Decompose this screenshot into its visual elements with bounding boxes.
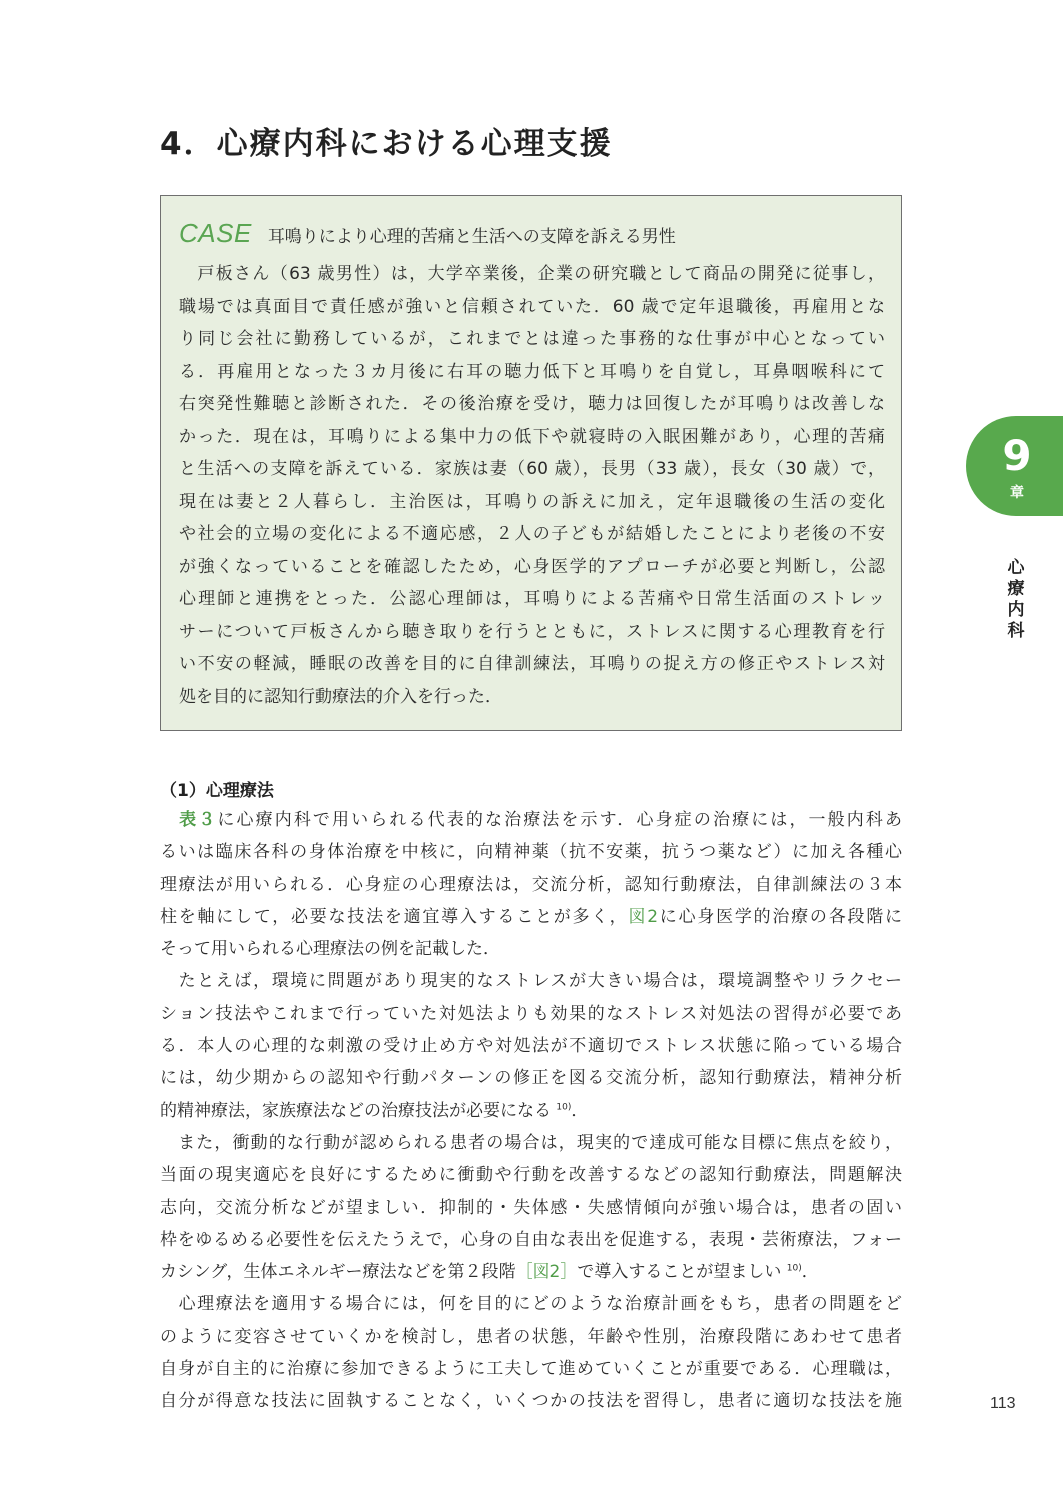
body-line: また，衝動的な行動が認められる患者の場合は，現実的で達成可能な目標に焦点を絞り，	[160, 1132, 902, 1153]
case-line: と生活への支障を訴えている．家族は妻（60 歳），長男（33 歳），長女（30 歳）で，	[179, 459, 885, 479]
body-segment: ．	[571, 1100, 589, 1121]
body-segment: 的精神療法，家族療法などの治療技法が必要になる	[160, 1100, 551, 1121]
body-line: 自身が自主的に治療に参加できるように工夫して進めていくことが重要である．心理職は，	[160, 1359, 902, 1380]
body-text	[160, 804, 902, 1418]
case-line: かった．現在は，耳鳴りによる集中力の低下や就寝時の入眠困難があり，心理的苦痛	[179, 426, 885, 447]
body-line: そって用いられる心理療法の例を記載した．	[160, 939, 500, 960]
body-segment: カシング，生体エネルギー療法などを第２段階	[160, 1262, 516, 1283]
citation-10[interactable]: 10)	[786, 1263, 802, 1274]
case-line: る．再雇用となった３カ月後に右耳の聴力低下と耳鳴りを自覚し，耳鼻咽喉科にて	[179, 361, 885, 382]
body-line: 枠をゆるめる必要性を伝えたうえで，心身の自由な表出を促進する，表現・芸術療法，フォー	[160, 1229, 902, 1250]
body-line: 心理療法を適用する場合には，何を目的にどのような治療計画をもち，患者の問題をど	[160, 1294, 902, 1315]
case-line: 右突発性難聴と診断された．その後治療を受け，聴力は回復したが耳鳴りは改善しな	[179, 394, 885, 414]
chapter-name: 心療内科	[1007, 558, 1025, 641]
body-line: 理療法が用いられる．心身症の心理療法は，交流分析，認知行動療法，自律訓練法の３本	[160, 874, 902, 895]
subsection-title: （1）心理療法	[160, 781, 274, 801]
body-line: 自分が得意な技法に固執することなく，いくつかの技法を習得し，患者に適切な技法を施	[160, 1391, 902, 1412]
case-line: や社会的立場の変化による不適応感，２人の子どもが結婚したことにより老後の不安	[179, 524, 885, 544]
case-line: 現在は妻と２人暮らし．主治医は，耳鳴りの訴えに加え，定年退職後の生活の変化	[179, 491, 885, 512]
case-box	[160, 195, 902, 731]
case-line: 戸板さん（63 歳男性）は，大学卒業後，企業の研究職として商品の開発に従事し，	[179, 264, 885, 284]
chapter-label: 章	[1010, 485, 1024, 501]
table-3-link[interactable]: 表３	[179, 810, 218, 830]
body-segment: ．	[801, 1262, 819, 1283]
body-line: のように変容させていくかを検討し，患者の状態，年齢や性別，治療段階にあわせて患者	[160, 1326, 902, 1347]
case-line: が強くなっていることを確認したため，心身医学的アプローチが必要と判断し，公認	[179, 556, 885, 577]
citation-10[interactable]: 10)	[556, 1102, 572, 1113]
body-line	[160, 901, 902, 933]
body-segment: 柱を軸にして，必要な技法を適宜導入することが多く，	[160, 906, 629, 927]
body-line: 当面の現実適応を良好にするために衝動や行動を改善するなどの認知行動療法，問題解決	[160, 1165, 902, 1186]
body-line: には，幼少期からの認知や行動パターンの修正を図る交流分析，認知行動療法，精神分析	[160, 1068, 902, 1089]
body-segment: で導入することが望ましい	[577, 1262, 782, 1283]
body-line	[160, 1256, 902, 1288]
chapter-number: 9	[1002, 431, 1032, 480]
case-label: CASE	[179, 218, 252, 248]
body-segment: に心身医学的治療の各段階に	[658, 906, 902, 927]
case-title: 耳鳴りにより心理的苦痛と生活への支障を訴える男性	[267, 227, 676, 247]
section-title: 4．心療内科における心理支援	[160, 126, 613, 162]
case-line: 職場では真面目で責任感が強いと信頼されていた．60 歳で定年退職後，再雇用とな	[179, 296, 885, 317]
body-line	[160, 1095, 902, 1127]
figure-2-link[interactable]: 図2	[628, 906, 659, 927]
case-line: い不安の軽減，睡眠の改善を目的に自律訓練法，耳鳴りの捉え方の修正やストレス対	[179, 654, 885, 674]
body-line: るいは臨床各科の身体治療を中核に，向精神薬（抗不安薬，抗うつ薬など）に加え各種心	[160, 842, 902, 863]
case-line: り同じ会社に勤務しているが，これまでとは違った事務的な仕事が中心となってい	[179, 329, 885, 349]
figure-2-bracket-link[interactable]: ［図2］	[515, 1262, 578, 1283]
case-text	[179, 258, 885, 713]
case-line: サーについて戸板さんから聴き取りを行うとともに，ストレスに関する心理教育を行	[179, 621, 885, 642]
page-number: 113	[990, 1395, 1016, 1412]
body-line	[160, 804, 902, 836]
body-line: 志向，交流分析などが望ましい．抑制的・失体感・失感情傾向が強い場合は，患者の固い	[160, 1197, 902, 1218]
body-line: ション技法やこれまで行っていた対処法よりも効果的なストレス対処法の習得が必要であ	[160, 1003, 902, 1024]
case-line: 処を目的に認知行動療法的介入を行った．	[179, 686, 502, 707]
body-segment: に心療内科で用いられる代表的な治療法を示す．心身症の治療には，一般内科あ	[217, 810, 902, 830]
body-line: たとえば，環境に問題があり現実的なストレスが大きい場合は，環境調整やリラクセー	[160, 971, 902, 992]
case-header	[179, 218, 676, 249]
case-line: 心理師と連携をとった．公認心理師は，耳鳴りによる苦痛や日常生活面のストレッ	[179, 589, 885, 609]
body-line: る．本人の心理的な刺激の受け止め方や対処法が不適切でストレス状態に陥っている場合	[160, 1036, 902, 1057]
